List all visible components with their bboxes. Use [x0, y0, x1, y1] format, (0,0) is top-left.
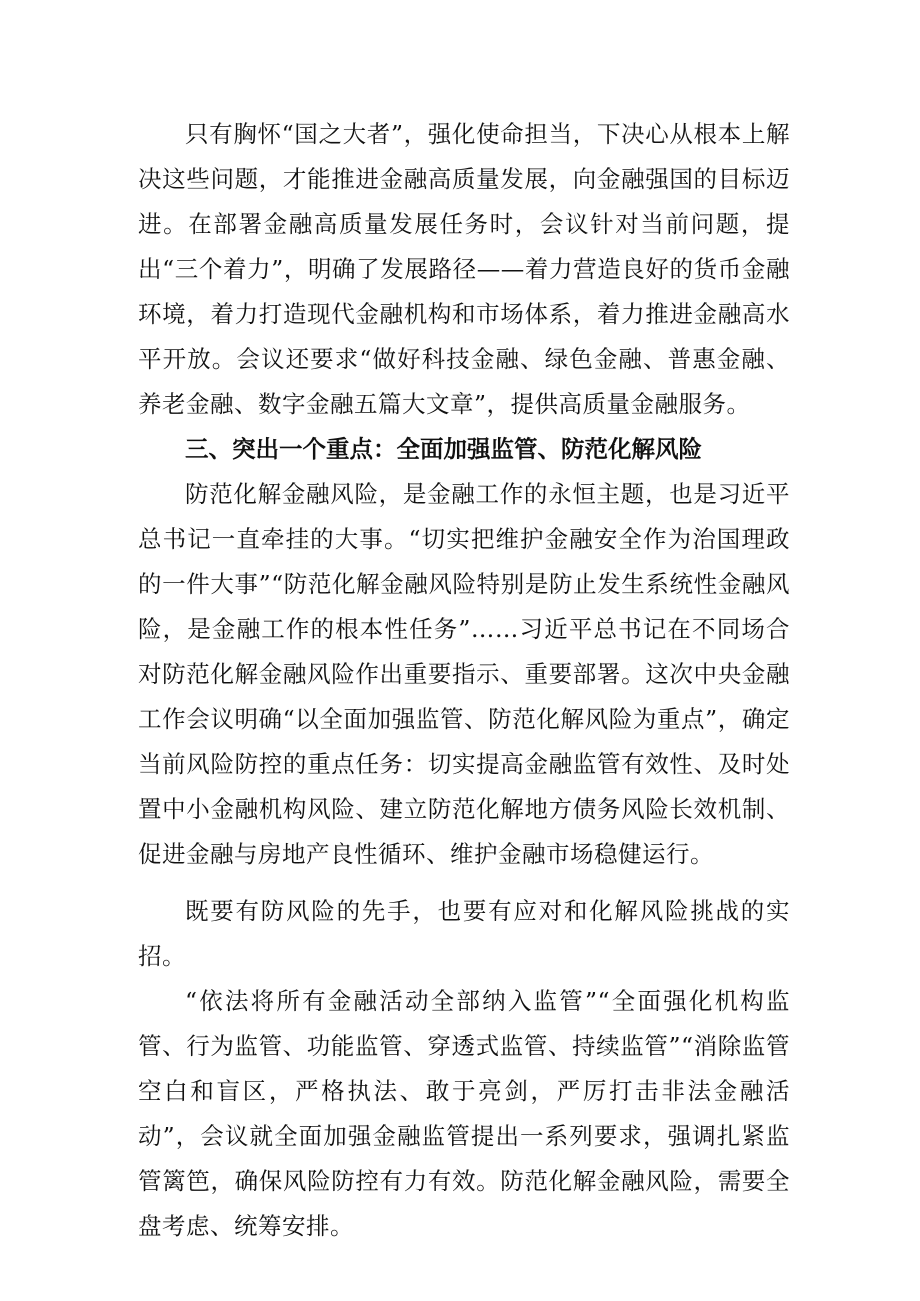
paragraph-gap: [138, 877, 790, 889]
paragraph-2: 防范化解金融风险，是金融工作的永恒主题，也是习近平总书记一直牵挂的大事。“切实把维护金融安全作为治国理政的一件大事”“防范化解金融风险特别是防止发生系统性金融风险，是金融工作的根本性任务”……习近平总书记在不同场合对防范化解金融风险作出重要指示、重要部署。这次中央金融工作会议明确“以全面加强监管、防范化解风险为重点”，确定当前风险防控的重点任务：切实提高金融监管有效性、及时处置中小金融机构风险、建立防范化解地方债务风险长效机制、促进金融与房地产良性循环、维护金融市场稳健运行。: [138, 480, 790, 868]
section-heading: 三、突出一个重点：全面加强监管、防范化解风险: [185, 435, 702, 463]
paragraph-3: 既要有防风险的先手，也要有应对和化解风险挑战的实招。: [138, 897, 790, 970]
paragraph-4: “依法将所有金融活动全部纳入监管”“全面强化机构监管、行为监管、功能监管、穿透式监管、持续监管”“消除监管空白和盲区，严格执法、敢于亮剑，严厉打击非法金融活动”，会议就全面加强金融监管提出一系列要求，强调扎紧监管篱笆，确保风险防控有力有效。防范化解金融风险，需要全盘考虑、统筹安排。: [138, 987, 790, 1240]
paragraph-1: 只有胸怀“国之大者”，强化使命担当，下决心从根本上解决这些问题，才能推进金融高质量发展，向金融强国的目标迈进。在部署金融高质量发展任务时，会议针对当前问题，提出“三个着力”，明确了发展路径——着力营造良好的货币金融环境，着力打造现代金融机构和市场体系，着力推进金融高水平开放。会议还要求“做好科技金融、绿色金融、普惠金融、养老金融、数字金融五篇大文章”，提供高质量金融服务。: [138, 120, 790, 418]
document-body: [138, 112, 790, 1249]
